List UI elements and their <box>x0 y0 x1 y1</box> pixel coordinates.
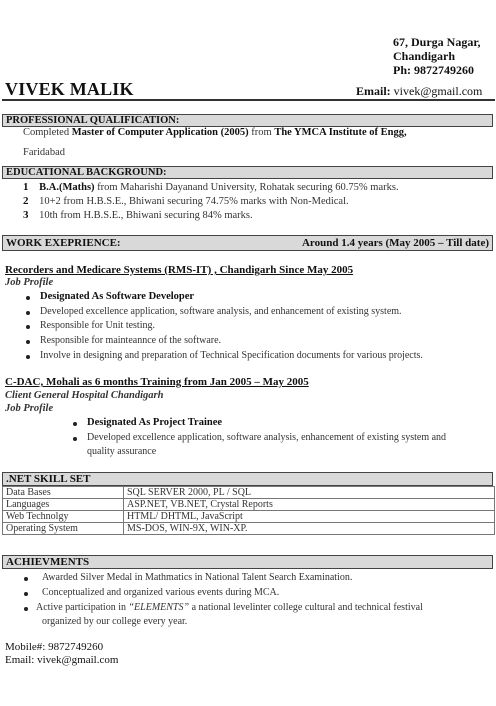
bullet-icon <box>73 437 77 441</box>
institute: The YMCA Institute of Engg, <box>274 127 407 138</box>
achievement-item: Awarded Silver Medal in Mathmatics in National Talent Search Examination. <box>42 572 353 583</box>
job2-item: Designated As Project Trainee <box>87 417 223 428</box>
festival-name: “ELEMENTS” <box>128 602 190 613</box>
section-professional <box>2 114 493 127</box>
footer-email[interactable]: Email: vivek@gmail.com <box>5 654 119 666</box>
contact-email <box>356 84 482 99</box>
bullet-icon <box>26 296 30 300</box>
bullet-icon <box>24 607 28 611</box>
section-work <box>2 235 493 251</box>
section-heading: ACHIEVMENTS <box>6 556 90 568</box>
achievement-item-3-cont: organized by our college every year. <box>42 616 188 627</box>
job1-company: Recorders and Medicare Systems (RMS-IT) , Chandigarh Since May 2005 <box>5 264 354 276</box>
table-row <box>3 499 495 511</box>
section-achievements <box>2 555 493 569</box>
skill-key: Data Bases <box>3 487 124 499</box>
skill-value: SQL SERVER 2000, PL / SQL <box>124 487 495 499</box>
skill-key: Web Technolgy <box>3 511 124 523</box>
skills-table <box>2 486 495 535</box>
job1-item: Developed excellence application, software analysis, and enhancement of existing system. <box>40 306 402 317</box>
work-duration: Around 1.4 years (May 2005 – Till date) <box>301 237 489 249</box>
section-heading: PROFESSIONAL QUALIFICATION: <box>6 115 180 126</box>
candidate-name: VIVEK MALIK <box>5 79 134 99</box>
job2-company: C-DAC, Mohali as 6 months Training from Jan 2005 – May 2005 <box>5 376 309 388</box>
address-line1: 67, Durga Nagar, <box>393 35 481 49</box>
job2-profile: Job Profile <box>5 403 54 414</box>
achievement-item: Conceptualized and organized various events during MCA. <box>42 587 280 598</box>
job1-item: Responsible for mainteannce of the software. <box>40 335 222 346</box>
section-education <box>2 166 493 179</box>
skill-value: HTML/ DHTML, JavaScript <box>124 511 495 523</box>
skill-key: Languages <box>3 499 124 511</box>
job2-item: Developed excellence application, software analysis, enhancement of existing system and <box>87 432 447 443</box>
table-row <box>3 487 495 499</box>
header-rule <box>2 99 495 101</box>
job1-item: Designated As Software Developer <box>40 291 195 302</box>
skill-value: MS-DOS, WIN-9X, WIN-XP. <box>124 523 495 535</box>
footer-mobile: Mobile#: 9872749260 <box>5 641 104 653</box>
professional-city: Faridabad <box>23 147 65 158</box>
table-row <box>3 511 495 523</box>
bullet-icon <box>26 340 30 344</box>
bullet-icon <box>26 355 30 359</box>
skill-value: ASP.NET, VB.NET, Crystal Reports <box>124 499 495 511</box>
job1-item: Responsible for Unit testing. <box>40 320 155 331</box>
section-heading: WORK EXEPRIENCE: <box>6 237 121 249</box>
education-item-1: 1 B.A.(Maths) from Maharishi Dayanand University, Rohatak securing 60.75% marks. <box>23 181 399 193</box>
education-item-3: 3 10th from H.B.S.E., Bhiwani securing 84% marks. <box>23 209 253 221</box>
education-item-2: 2 10+2 from H.B.S.E., Bhiwani securing 74.75% marks with Non-Medical. <box>23 195 349 207</box>
contact-address <box>393 35 481 77</box>
section-skills <box>2 472 493 486</box>
phone: Ph: 9872749260 <box>393 63 474 77</box>
bullet-icon <box>73 422 77 426</box>
bullet-icon <box>24 592 28 596</box>
achievement-item-3: Active participation in “ELEMENTS” a national levelinter college cultural and technical festival <box>36 602 423 613</box>
job1-profile: Job Profile <box>5 277 54 288</box>
address-line2: Chandigarh <box>393 49 456 63</box>
job2-item-cont: quality assurance <box>87 446 157 457</box>
email-label: Email: <box>356 84 391 98</box>
degree: Master of Computer Application (2005) <box>71 127 249 138</box>
bullet-icon <box>26 325 30 329</box>
email-value[interactable]: vivek@gmail.com <box>393 84 483 98</box>
skill-key: Operating System <box>3 523 124 535</box>
job2-client: Client General Hospital Chandigarh <box>5 390 164 401</box>
table-row <box>3 523 495 535</box>
bullet-icon <box>26 311 30 315</box>
bullet-icon <box>24 577 28 581</box>
job1-item: Involve in designing and preparation of Technical Specification documents for various projects. <box>40 350 423 361</box>
professional-text: Completed Master of Computer Application (2005) from The YMCA Institute of Engg, <box>23 127 407 138</box>
section-heading: .NET SKILL SET <box>6 473 91 485</box>
section-heading: EDUCATIONAL BACKGROUND: <box>6 167 167 178</box>
